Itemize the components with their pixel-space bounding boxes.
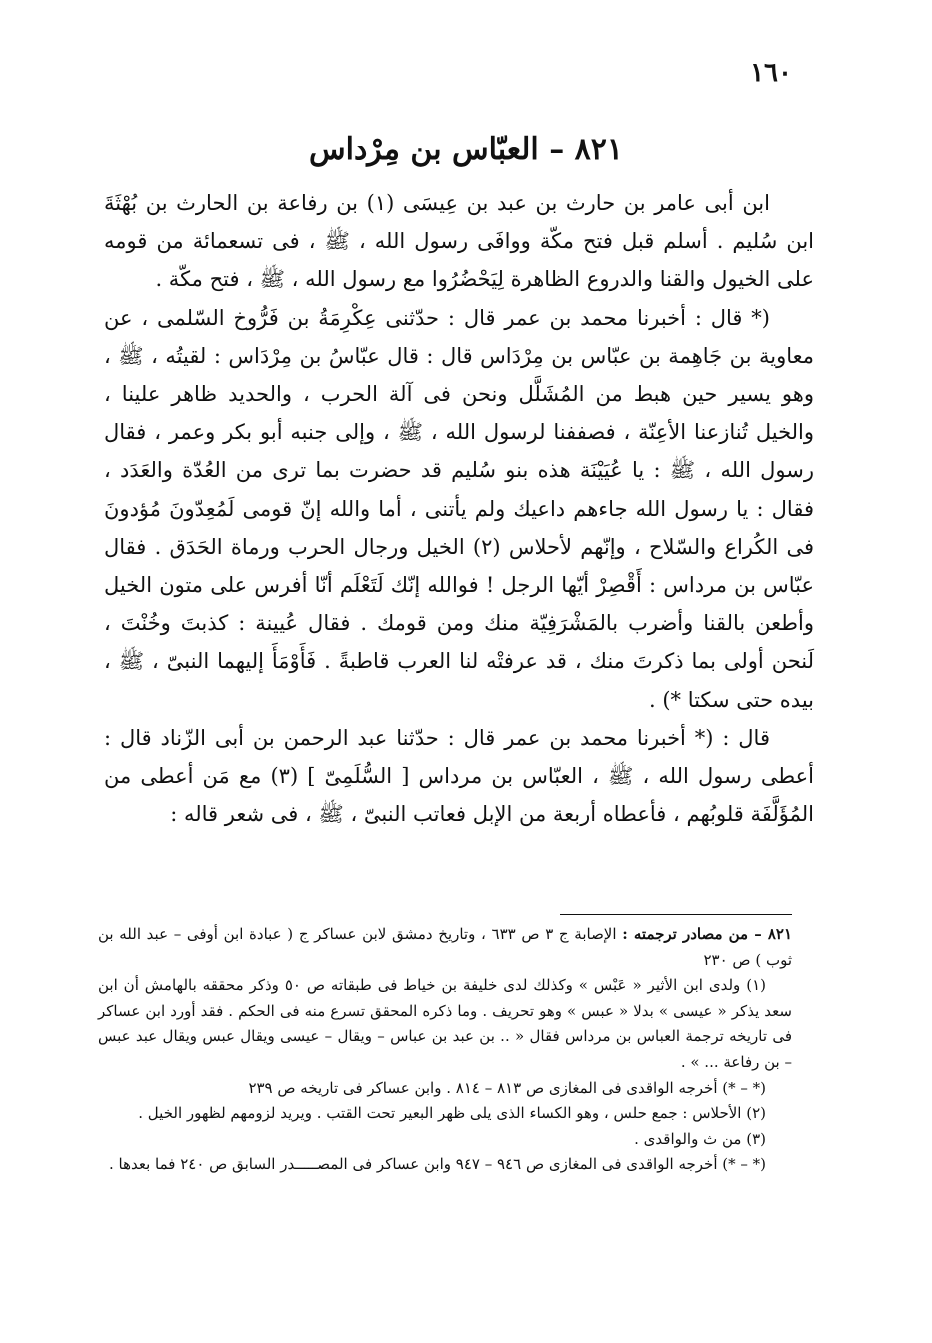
footnote-item: (١) ولدى ابن الأثير « عَبْس » وكذلك لدى خليفة بن خياط فى طبقاته ص ٥٠ وذكر محققه بالهامش أن ابن سعد يذكر « عيسى » بدلا « عبس » وهو تحريف . وما ذكره المحقق تسرع منه فى الحكم . فقد أورد ابن عساكر فى تاريخه ترجمة العباس بن مرداس فقال « .. بن عبد بن عباس – ويقال – عيسى ويقال عبس ويقال عبد عبس – بن رفاعة ... » . (98, 976, 792, 1071)
entry-title: ٨٢١ – العبّاس بن مِرْداس (308, 132, 623, 167)
footnote-divider (560, 914, 792, 915)
main-text (104, 184, 814, 833)
footnote-item: (٣) من ث والواقدى . (634, 1129, 766, 1148)
footnotes (98, 922, 792, 1178)
footnote-sources-label: ٨٢١ – من مصادر ترجمته : (622, 925, 793, 943)
page-number: ١٦٠ (750, 58, 792, 88)
footnote-sources (98, 922, 792, 973)
footnote-item: (٢) الأحلاس : جمع حلس ، وهو الكساء الذى يلى ظهر البعير تحت القتب . ويريد لزومهم لظهور الخيل . (138, 1104, 766, 1123)
footnote-item: (* – *) أخرجه الواقدى فى المغازى ص ٩٤٦ – ٩٤٧ وابن عساكر فى المصـــــدر السابق ص ٢٤٠ فما بعدها . (108, 1155, 766, 1174)
paragraph: (* قال : أخبرنا محمد بن عمر قال : حدّثنى عِكْرِمَةُ بن فَرُّوخ السّلمى ، عن معاوية بن جَاهِمة بن عبّاس بن مِرْدَاس قال : قال عبّاسُ بن مِرْدَاس : لقيتُه ، ﷺ ، وهو يسير حين هبط من المُشَلَّل ونحن فى آلة الحرب ، والحديد ظاهر علينا ، والخيل تُنازعنا الأعِنّة ، فصففنا لرسول الله ، ﷺ ، وإلى جنبه أبو بكر وعمر ، فقال رسول الله ، ﷺ : يا عُيَيْنَة هذه بنو سُليم قد حضرت بما ترى من العُدّة والعَدَد ، فقال : يا رسول الله جاءهم داعيك ولم يأتنى ، أما والله إنّ قومى لَمُعِدّونَ مُؤدونَ فى الكُراع والسّلاح ، وإنّهم لأحلاس (٢) الخيل ورجال الحرب ورماة الحَدَق . فقال عبّاس بن مرداس : أَقْصِرْ أيّها الرجل ! فوالله إنّك لَتَعْلَم أنّا أفرس على متون الخيل وأطعن بالقنا وأضرب بالمَشْرَفِيّة منك ومن قومك . فقال عُيينة : كذبتَ وخُنْتَ ، لَنحن أولى بما ذكرتَ منك ، قد عرفتْه لنا العرب قاطبةً . فَأَوْمَأَ إليهما النبىّ ، ﷺ ، بيده حتى سكتا *) . (104, 305, 815, 712)
footnote-sources-text: الإصابة ج ٣ ص ٦٣٣ ، وتاريخ دمشق لابن عساكر ج ( عبادة ابن أوفى – عبد الله بن ثوب ) ص ٢٣٠ (98, 925, 792, 969)
paragraph: قال : (* أخبرنا محمد بن عمر قال : حدّثنا عبد الرحمن بن أبى الزّناد قال : أعطى رسول الله ، ﷺ ، العبّاس بن مرداس [ السُّلَمِىّ ] (٣) مع مَن أعطى من المُؤَلَّفَة قلوبُهم ، فأعطاه أربعة من الإبل فعاتب النبىّ ، ﷺ ، فى شعر قاله : (104, 725, 814, 827)
paragraph: ابن أبى عامر بن حارث بن عبد بن عِيسَى (١) بن رفاعة بن الحارث بن بُهْثَةَ ابن سُليم . أسلم قبل فتح مكّة ووافَى رسول الله ، ﷺ ، فى تسعمائة من قومه على الخيول والقنا والدروع الظاهرة لِيَحْضُرُوا مع رسول الله ، ﷺ ، فتح مكّة . (104, 191, 814, 292)
footnote-item: (* – *) أخرجه الواقدى فى المغازى ص ٨١٣ – ٨١٤ . وابن عساكر فى تاريخه ص ٢٣٩ (248, 1078, 766, 1097)
